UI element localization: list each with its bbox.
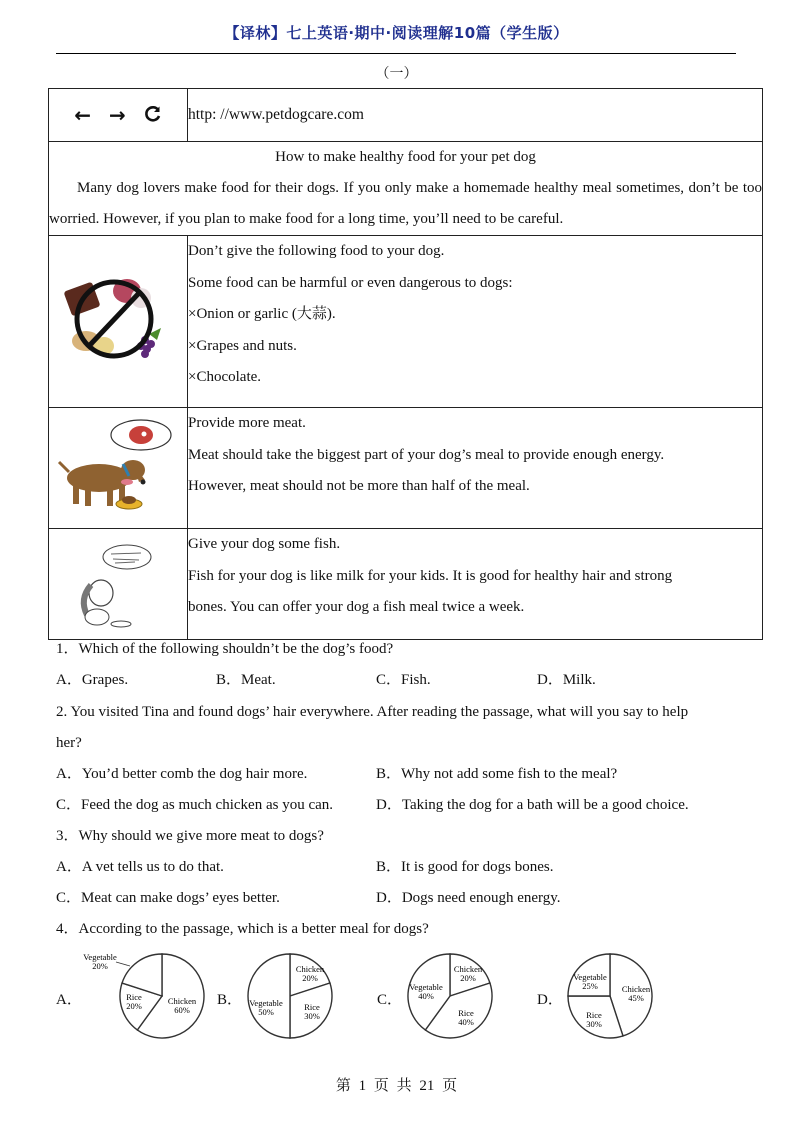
tip-line: ×Chocolate. xyxy=(188,369,262,385)
q1-option-a[interactable]: A．Grapes. xyxy=(56,672,129,688)
pie-label-rice: Rice xyxy=(126,992,142,1002)
pie-label-rice: Rice xyxy=(458,1008,474,1018)
q4-option-d[interactable]: D． xyxy=(537,992,563,1008)
pie-chart-d[interactable] xyxy=(560,950,660,1042)
tip-text xyxy=(188,236,763,408)
tip-line: However, meat should not be more than half of the meal. xyxy=(188,478,530,494)
pie-value-rice: 30% xyxy=(304,1011,320,1021)
pie-label-chicken: Chicken xyxy=(621,984,651,994)
pie-label-chicken: Chicken xyxy=(453,964,483,974)
pie-value-chicken: 20% xyxy=(302,973,318,983)
tip-line: Meat should take the biggest part of your dog’s meal to provide enough energy. xyxy=(188,446,665,463)
q2-option-a[interactable]: A．You’d better comb the dog hair more. xyxy=(56,766,308,782)
pie-value-chicken: 60% xyxy=(174,1005,190,1015)
pie-label-vegetable: Vegetable xyxy=(83,952,117,962)
tip-line: bones. You can offer your dog a fish meal twice a week. xyxy=(188,599,525,615)
pie-callout-line xyxy=(116,962,130,966)
pie-chart-c[interactable] xyxy=(400,950,500,1042)
intro-row xyxy=(49,142,763,236)
header-rule xyxy=(56,53,736,54)
pie-value-vegetable: 50% xyxy=(258,1007,274,1017)
reload-icon[interactable] xyxy=(144,105,162,126)
q3-option-b[interactable]: B．It is good for dogs bones. xyxy=(376,859,554,875)
pie-value-chicken: 20% xyxy=(460,973,476,983)
pie-label-vegetable: Vegetable xyxy=(573,972,607,982)
q1-option-d[interactable]: D．Milk. xyxy=(537,672,596,688)
q1-option-b[interactable]: B．Meat. xyxy=(216,672,276,688)
tip-line: Give your dog some fish. xyxy=(188,536,341,552)
tip-line: Provide more meat. xyxy=(188,415,306,431)
section-number: （一） xyxy=(375,67,418,82)
image-cell xyxy=(49,408,188,529)
article-title: How to make healthy food for your pet dog xyxy=(275,149,536,165)
tip-row-fish xyxy=(49,529,763,640)
pie-label-rice: Rice xyxy=(586,1010,602,1020)
dog-eating-meat-icon xyxy=(49,408,187,523)
tip-row-no-food xyxy=(49,236,763,408)
question-3-stem: 3．Why should we give more meat to dogs? xyxy=(56,828,324,844)
question-2-stem: 2. You visited Tina and found dogs’ hair everywhere. After reading the passage, what will you say to help xyxy=(56,704,689,720)
pie-label-rice: Rice xyxy=(304,1002,320,1012)
tip-line: Fish for your dog is like milk for your kids. It is good for healthy hair and strong xyxy=(188,567,673,584)
tip-row-meat xyxy=(49,408,763,529)
q3-option-d[interactable]: D．Dogs need enough energy. xyxy=(376,890,561,906)
tip-line: Some food can be harmful or even dangerous to dogs: xyxy=(188,274,513,291)
pie-chart-b[interactable] xyxy=(240,950,340,1042)
q3-option-a[interactable]: A．A vet tells us to do that. xyxy=(56,859,224,875)
image-cell xyxy=(49,529,188,640)
pie-value-rice: 40% xyxy=(458,1017,474,1027)
question-2-stem-cont: her? xyxy=(56,735,82,751)
pie-label-chicken: Chicken xyxy=(295,964,325,974)
pie-chart-a[interactable] xyxy=(78,950,208,1042)
pie-value-rice: 30% xyxy=(586,1019,602,1029)
intro-paragraph: Many dog lovers make food for their dogs. If you only make a homemade healthy meal sometimes, don’t be too worried. However, if you plan to make food for a long time, you’ll need to be careful. xyxy=(49,180,762,227)
q2-option-d[interactable]: D．Taking the dog for a bath will be a good choice. xyxy=(376,797,689,813)
tip-line: ×Onion or garlic (大蒜). xyxy=(188,306,336,322)
question-1-stem: 1．Which of the following shouldn’t be the dog’s food? xyxy=(56,641,394,657)
back-arrow-icon[interactable]: ← xyxy=(74,103,91,127)
pie-value-vegetable: 40% xyxy=(418,991,434,1001)
no-food-icon xyxy=(49,236,187,402)
q2-option-b[interactable]: B．Why not add some fish to the meal? xyxy=(376,766,618,782)
pie-value-vegetable: 20% xyxy=(92,961,108,971)
tip-text xyxy=(188,408,763,529)
page-footer: 第 1 页 共 21 页 xyxy=(335,1078,458,1094)
pie-value-rice: 20% xyxy=(126,1001,142,1011)
pie-value-chicken: 45% xyxy=(628,993,644,1003)
q4-option-b[interactable]: B． xyxy=(217,992,243,1008)
q3-option-c[interactable]: C．Meat can make dogs’ eyes better. xyxy=(56,890,280,906)
dog-thinking-fish-icon xyxy=(49,529,187,634)
pie-label-chicken: Chicken xyxy=(167,996,197,1006)
tip-text xyxy=(188,529,763,640)
image-cell xyxy=(49,236,188,408)
pie-value-vegetable: 25% xyxy=(582,981,598,991)
q2-option-c[interactable]: C．Feed the dog as much chicken as you can. xyxy=(56,797,334,813)
document-header: 【译林】七上英语·期中·阅读理解10篇（学生版） xyxy=(224,24,569,42)
url-field[interactable]: http: //www.petdogcare.com xyxy=(188,89,763,142)
pie-label-vegetable: Vegetable xyxy=(249,998,283,1008)
question-4-stem: 4．According to the passage, which is a better meal for dogs? xyxy=(56,921,429,937)
q4-option-c[interactable]: C． xyxy=(377,992,403,1008)
pie-label-vegetable: Vegetable xyxy=(409,982,443,992)
forward-arrow-icon[interactable]: → xyxy=(109,103,126,127)
webpage-card xyxy=(48,88,763,640)
pie-slice-vegetable xyxy=(248,954,290,1038)
tip-line: Don’t give the following food to your dog. xyxy=(188,243,445,259)
q4-option-a[interactable]: A． xyxy=(56,992,82,1008)
tip-line: ×Grapes and nuts. xyxy=(188,337,297,354)
q1-option-c[interactable]: C．Fish. xyxy=(376,672,431,688)
browser-bar xyxy=(49,89,763,142)
browser-nav xyxy=(49,89,188,142)
